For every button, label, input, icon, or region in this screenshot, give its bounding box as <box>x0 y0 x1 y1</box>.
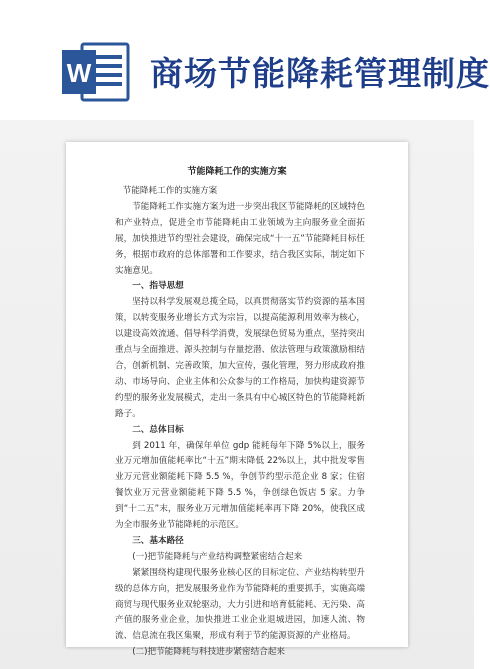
title-banner <box>0 0 490 120</box>
heading-guiding-ideology: 一、指导思想 <box>132 281 184 292</box>
word-document-icon <box>60 42 132 102</box>
paragraph-overall-goals: 到 2011 年，确保年单位 gdp 能耗每年下降 5%以上，服务业万元增加值能耗率比“十五”期末降低 22%以上，其中批发零售业万元营业额能耗下降 5.5 %，争创节约型示范企业 8 家；住宿餐饮业万元营业额能耗下降 5.5 %，争创绿色饭店 5 家。力争到“十二五”末，服务业万元增加值能耗率再下降 20%，使我区成为全市服务业节能降耗的示范区。 <box>115 440 365 531</box>
paragraph-intro: 节能降耗工作实施方案为进一步突出我区节能降耗的区域特色和产业特点，促进全市节能降耗由工业领域为主向服务业全面拓展，加快推进节约型社会建设，确保完成“十一五”节能降耗目标任务，根据市政府的总体部署和工作要求，结合我区实际，制定如下实施意见。 <box>115 201 365 276</box>
heading-overall-goals: 二、总体目标 <box>132 424 184 435</box>
subheading-tech-progress: (二)把节能降耗与科技进步紧密结合起来 <box>132 647 285 658</box>
subheading-structure-adjustment: (一)把节能降耗与产业结构调整紧密结合起来 <box>132 551 303 562</box>
document-body <box>115 184 365 661</box>
document-page <box>66 142 408 658</box>
heading-basic-path: 三、基本路径 <box>132 535 184 546</box>
banner-title: 商场节能降耗管理制度 <box>150 54 490 93</box>
paragraph-subtitle: 节能降耗工作的实施方案 <box>122 186 218 196</box>
document-title: 节能降耗工作的实施方案 <box>187 167 287 177</box>
paragraph-guiding-ideology: 坚持以科学发展观总揽全局，以真贯彻落实节约资源的基本国策，以转变服务业增长方式为宗旨，以提高能源利用效率为核心，以建设高效流通、倡导科学消费，发展绿色贸易为重点，坚持突出重点与全面推进、源头控制与存量挖潜、依法管理与政策激励相结合，创新机制、完善政策，加大宣传，强化管理，努力形成政府推动、市场导向、企业主体和公众参与的工作格局，加快构建资源节约型的服务业发展模式，走出一条具有中心城区特色的节能降耗新路子。 <box>115 297 365 419</box>
paragraph-structure-adjustment: 紧紧围绕构建现代服务业核心区的目标定位、产业结构转型升级的总体方向，把发展服务业作为节能降耗的重要抓手，实施高端商贸与现代服务业双轮驱动，大力引进和培育低能耗、无污染、高产值的服务业企业，加快推进工业企业退城进园，加速人流、物流、信息流在我区集聚，形成有利于节约能源资源的产业格局。 <box>115 567 365 642</box>
word-logo-letter: W <box>66 58 92 88</box>
